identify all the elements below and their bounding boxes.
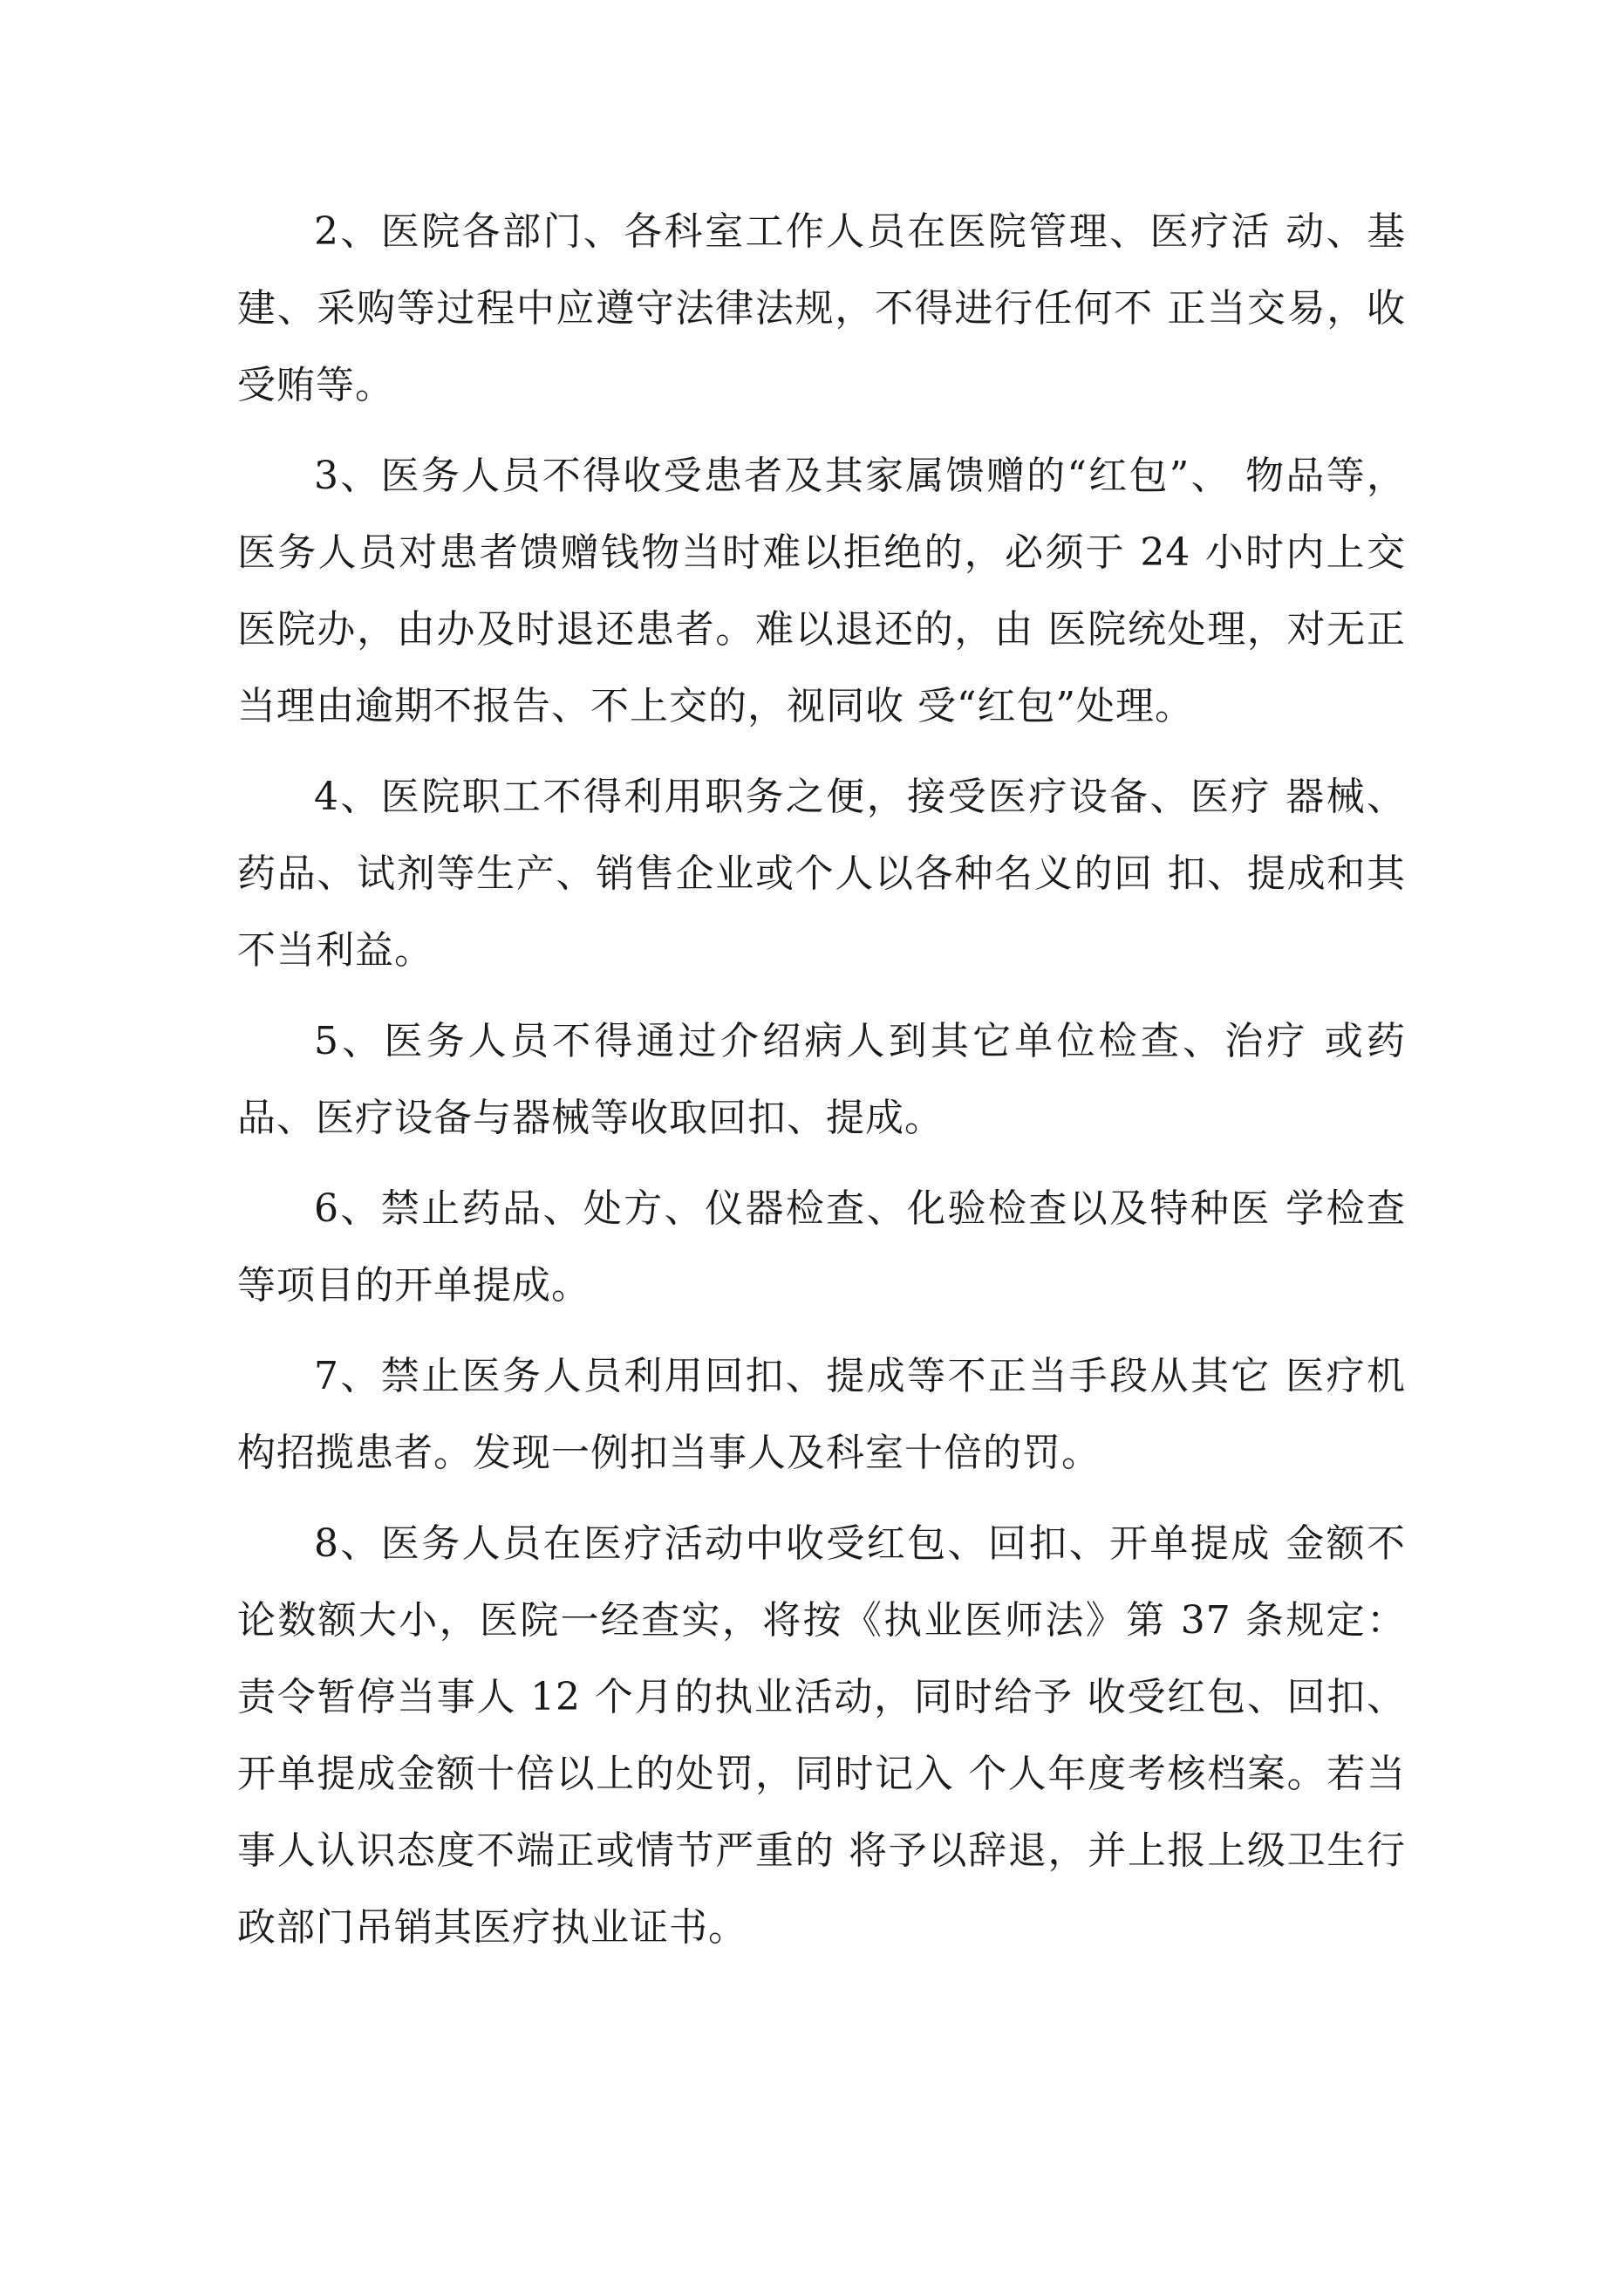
paragraph-4: 4、医院职工不得利用职务之便，接受医疗设备、医疗 器械、药品、试剂等生产、销售企业或个人以各种名义的回 扣、提成和其不当利益。 [237, 775, 1406, 973]
paragraph-6: 6、禁止药品、处方、仪器检查、化验检查以及特种医 学检查等项目的开单提成。 [237, 1186, 1406, 1308]
paragraph-7: 7、禁止医务人员利用回扣、提成等不正当手段从其它 医疗机构招揽患者。发现一例扣当事人及科室十倍的罚。 [237, 1354, 1406, 1475]
paragraph-3: 3、医务人员不得收受患者及其家属馈赠的“红包”、 物品等，医务人员对患者馈赠钱物当时难以拒绝的，必须于 24 小时内上交医院办，由办及时退还患者。难以退还的，由 医院统处理，对无正当理由逾期不报告、不上交的，视同收 受“红包”处理。 [237, 454, 1406, 728]
paragraph-8: 8、医务人员在医疗活动中收受红包、回扣、开单提成 金额不论数额大小，医院一经查实，将按《执业医师法》第 37 条规定：责令暂停当事人 12 个月的执业活动，同时给予 收受红包、回扣、开单提成金额十倍以上的处罚，同时记入 个人年度考核档案。若当事人认识态度不端正或情节严重的 将予以辞退，并上报上级卫生行政部门吊销其医疗执业证书。 [237, 1521, 1406, 1950]
paragraph-5: 5、医务人员不得通过介绍病人到其它单位检查、治疗 或药品、医疗设备与器械等收取回扣、提成。 [237, 1019, 1406, 1140]
paragraph-2: 2、医院各部门、各科室工作人员在医院管理、医疗活 动、基建、采购等过程中应遵守法律法规，不得进行任何不 正当交易，收受贿等。 [237, 209, 1406, 407]
document-body [237, 194, 1406, 1980]
